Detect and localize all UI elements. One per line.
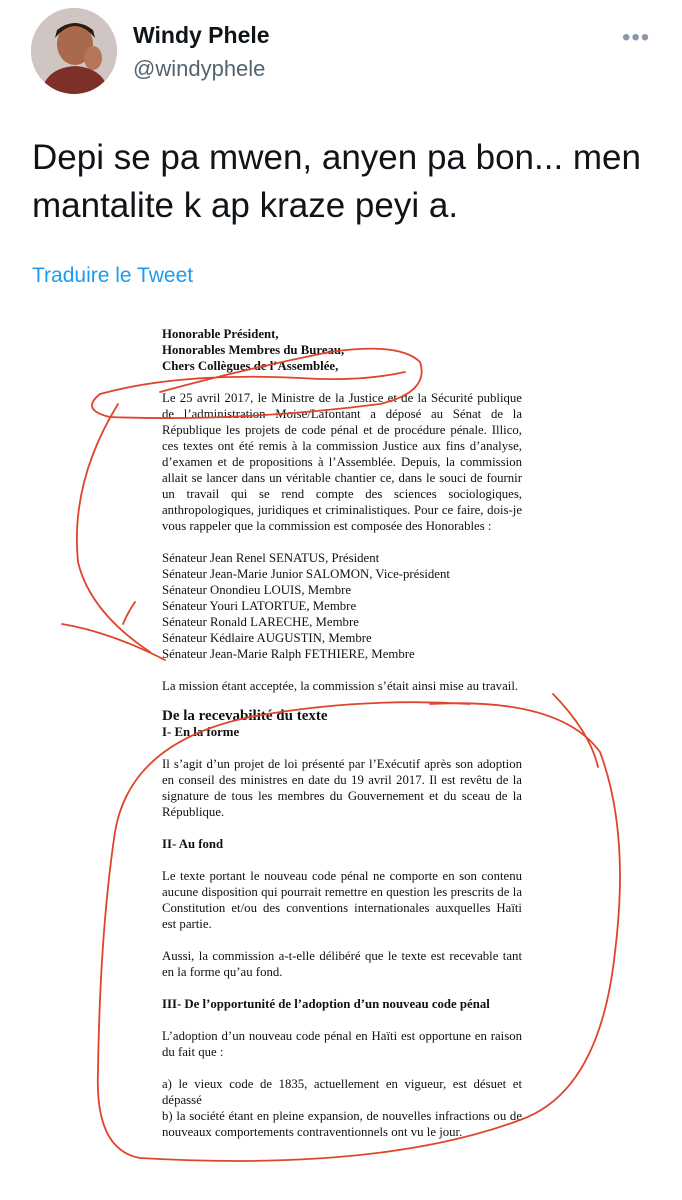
member-item: Sénateur Ronald LARECHE, Membre — [162, 615, 359, 629]
author-handle[interactable]: @windyphele — [133, 56, 266, 81]
intro-paragraph: Le 25 avril 2017, le Ministre de la Justice et de la Sécurité publique de l’administration Moise/Lafontant a déposé au Sénat de la République les projets de code pénal et de procédure pénale. Illico, ces textes ont été remis à la commission Justice aux fins d’analyse, d’examen et de propositions à l’Assemblée. Depuis, la commission allait se lancer dans un véritable chantier ce, dans le souci de fournir un travail qui se rend compte des sciences sociologiques, anthropologiques, juridiques et criminalistiques. Pour ce faire, dois-je vous rappeler que la commission est composée des Honorables : — [162, 391, 522, 533]
member-item: Sénateur Jean-Marie Junior SALOMON, Vice-président — [162, 567, 450, 581]
more-options-icon[interactable]: ••• — [622, 24, 651, 51]
tweet-text-line: mantalite k ap kraze peyi a. — [32, 186, 459, 225]
member-item: Sénateur Jean Renel SENATUS, Président — [162, 551, 380, 565]
section-paragraph: L’adoption d’un nouveau code pénal en Haïti est opportune en raison du fait que : — [162, 1029, 522, 1059]
member-item: Sénateur Onondieu LOUIS, Membre — [162, 583, 352, 597]
salutation-line: Chers Collègues de l’Assemblée, — [162, 359, 339, 373]
section-heading: De la recevabilité du texte — [162, 708, 328, 724]
mission-paragraph: La mission étant acceptée, la commission s’était ainsi mise au travail. — [162, 679, 519, 693]
list-item: b) la société étant en pleine expansion, de nouvelles infractions ou de nouveaux comportements contraventionnels ont vu le jour. — [162, 1109, 522, 1139]
tweet-text — [32, 134, 652, 230]
tweet-media-image[interactable] — [0, 312, 682, 1200]
list-item: a) le vieux code de 1835, actuellement en vigueur, est désuet et dépassé — [162, 1077, 522, 1107]
member-item: Sénateur Youri LATORTUE, Membre — [162, 599, 357, 613]
section-title: I- En la forme — [162, 725, 240, 739]
translate-tweet-link[interactable]: Traduire le Tweet — [32, 264, 194, 287]
avatar[interactable] — [31, 8, 117, 94]
member-item: Sénateur Kédlaire AUGUSTIN, Membre — [162, 631, 372, 645]
avatar-photo-icon — [31, 8, 117, 94]
salutation-line: Honorable Président, — [162, 327, 279, 341]
salutation-line: Honorables Membres du Bureau, — [162, 343, 345, 357]
member-item: Sénateur Jean-Marie Ralph FETHIERE, Membre — [162, 647, 415, 661]
author-name[interactable]: Windy Phele — [133, 22, 270, 48]
section-paragraph: Il s’agit d’un projet de loi présenté par l’Exécutif après son adoption en conseil des ministres en date du 19 avril 2017. Il est revêtu de la signature de tous les membres du Gouvernement et du sceau de la République. — [162, 757, 522, 819]
section-title: II- Au fond — [162, 837, 224, 851]
section-title: III- De l’opportunité de l’adoption d’un nouveau code pénal — [162, 997, 490, 1011]
members-list — [162, 550, 522, 662]
section-paragraph: Le texte portant le nouveau code pénal ne comporte en son contenu aucune disposition qui pourrait remettre en question les prescrits de la Constitution et/ou des conventions internationales auxquelles Haïti est partie. — [162, 869, 522, 931]
tweet-header — [0, 0, 682, 110]
tweet-text-line: Depi se pa mwen, anyen pa bon... men — [32, 138, 641, 177]
document-page — [162, 326, 522, 1140]
section-paragraph: Aussi, la commission a-t-elle délibéré que le texte est recevable tant en la forme qu’au fond. — [162, 949, 522, 979]
